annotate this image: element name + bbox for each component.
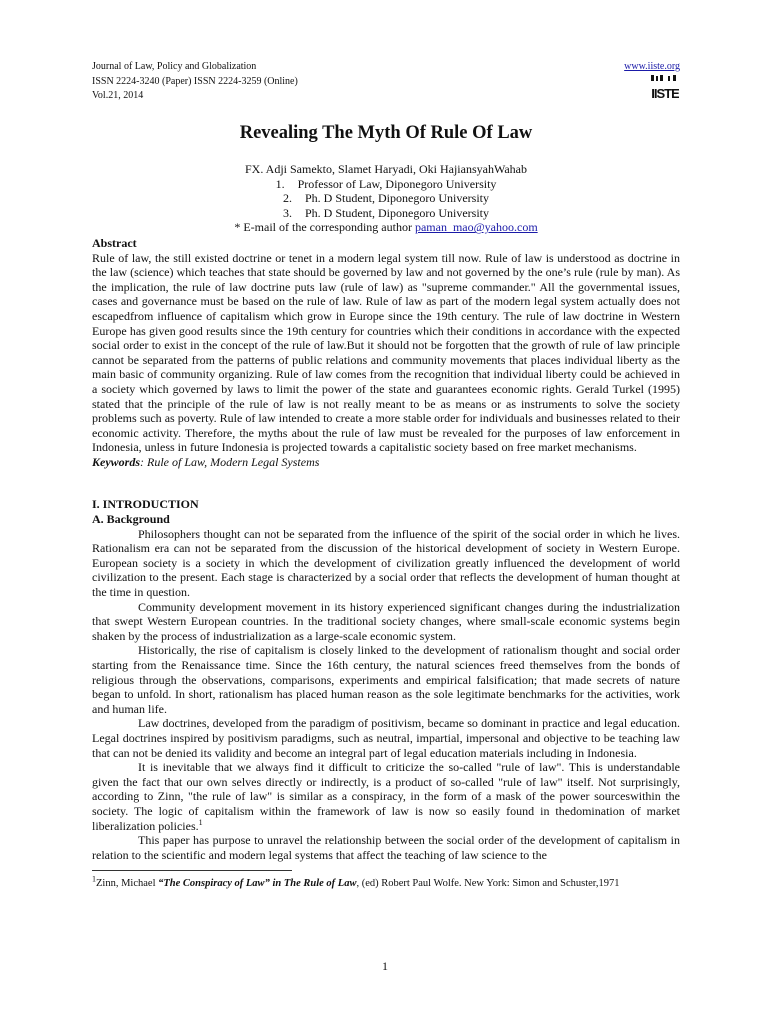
keywords-label: Keywords [92,454,140,469]
body-paragraph: Philosophers thought can not be separated from the influence of the spirit of the social order in which he lives. Rationalism era can not be separated from the discussion of the historical development of society in Western Europe. European society is a society in which the development of civilization greatly influenced the development of world civilization to the present. Each stage is characterized by a social order that reflects the development of human thought at the time in question. [92,526,680,600]
keywords-line: Keywords: Rule of Law, Modern Legal Systems [92,454,320,469]
affiliation-2: 2. Ph. D Student, Diponegoro University [283,191,489,206]
iiste-logo-icon [651,75,679,103]
corresponding-author: * E-mail of the corresponding author paman_mao@yahoo.com [234,220,538,235]
footnote-divider [92,870,292,871]
journal-name: Journal of Law, Policy and Globalization [92,61,257,72]
page-number: 1 [382,959,388,973]
affiliation-3: 3. Ph. D Student, Diponegoro University [283,205,489,220]
paper-page [92,60,680,891]
body-paragraph: Community development movement in its history experienced significant changes during the industrialization that swept Western European countries. In the traditional society changes, where small-scale economic systems begin shaken by the process of industrialization as a large-scale economic system. [92,599,680,643]
body-paragraph: Law doctrines, developed from the paradigm of positivism, became so dominant in practice and legal education. Legal doctrines inspired by positivism paradigms, such as neutral, impartial, impersonal and objective to be teaching law that can not be denied its validity and become an integral part of legal education materials including in Indonesia. [92,716,680,760]
journal-volume: Vol.21, 2014 [92,90,144,101]
abstract-text: Rule of law, the still existed doctrine or tenet in a modern legal system till now. Rule of law is understood as doctrine in the law (science) which teaches that state should be governed by law and not governed by the one’s rule (rule by man). As the implication, the rule of law doctrine puts law (rule of law) as "supreme commander." All the governmental issues, cases and governance must be based on the rule of law. Rule of law as part of the modern legal system actually does not escapedfrom influence of capitalism which grow in Europe since the 19th century. The rule of law doctrine in Western Europe has given good results since the 19th century for countries which their conditions in accordance with the expected social order to exist in the concept of the rule of law.But it should not be forgotten that the growth of rule of law principle cannot be separated from the patterns of public relations and community movements that places individual liberty as the main basic of community organizing. Rule of law comes from the recognition that individual liberty could be achieved in a society which governed by laws to limit the power of the state and guarantees economic rights. Gerald Turkel (1995) stated that the principle of the rule of law is not really meant to be as means or as instruments to solve the society problems such as poverty. Rule of law intended to create a more stable order for individuals and businesses related to their economic activity. Therefore, the myths about the rule of law must be revealed for the purposes of law enforcement in Indonesia, unless in future Indonesia is projected towards a capitalistic society based on free market mechanisms. [92,250,680,455]
journal-url-link[interactable]: www.iiste.org [624,61,680,72]
author-email-link[interactable]: paman_mao@yahoo.com [414,220,538,235]
journal-header [92,60,680,108]
paper-title: Revealing The Myth Of Rule Of Law [239,123,533,143]
journal-issn: ISSN 2224-3240 (Paper) ISSN 2224-3259 (Online) [92,75,298,87]
body-paragraph: Historically, the rise of capitalism is closely linked to the development of rationalism thought and social order starting from the Renaissance time. Since the 16th century, the natural sciences freed themselves from the bonds of religious through the observations, comparisons, experiments and empirical falsification; that made secrets of nature began to unfold. In short, rationalism has placed human reason as the sole legitimate benchmarks for the activities, work and human life. [92,643,680,716]
affiliation-1: 1. Professor of Law, Diponegoro University [275,176,497,191]
subsection-heading: A. Background [92,512,170,527]
footnote: $^1$Zinn, Michael “The Conspiracy of Law” in The Rule of Law, (ed) Robert Paul Wolfe. New York: Simon and Schuster,1971 [92,874,620,890]
body-paragraph-with-footnote: It is inevitable that we always find it difficult to criticize the so-called "rule of law". This is understandable given the fact that our own selves directly or indirectly, is a product of so-called "rule of law" itself. Not surprisingly, according to Zinn, "the rule of law" is similar as a conspiracy, in the form of a mask of the power sourceswithin the society. The logic of capitalism within the framework of law is now so easily found in thedomination of market liberalization policies.$^1$ [92,760,680,833]
svg-text:IISTE: IISTE [651,86,679,101]
section-heading: I. INTRODUCTION [92,497,199,512]
abstract-heading: Abstract [92,235,137,250]
body-paragraph: This paper has purpose to unravel the relationship between the social order of the development of capitalism in relation to the scientific and modern legal systems that affect the teaching of law science to the [92,833,680,862]
footnote-marker[interactable]: 1 [198,817,203,827]
author-list: FX. Adji Samekto, Slamet Haryadi, Oki HajiansyahWahab [245,162,527,176]
